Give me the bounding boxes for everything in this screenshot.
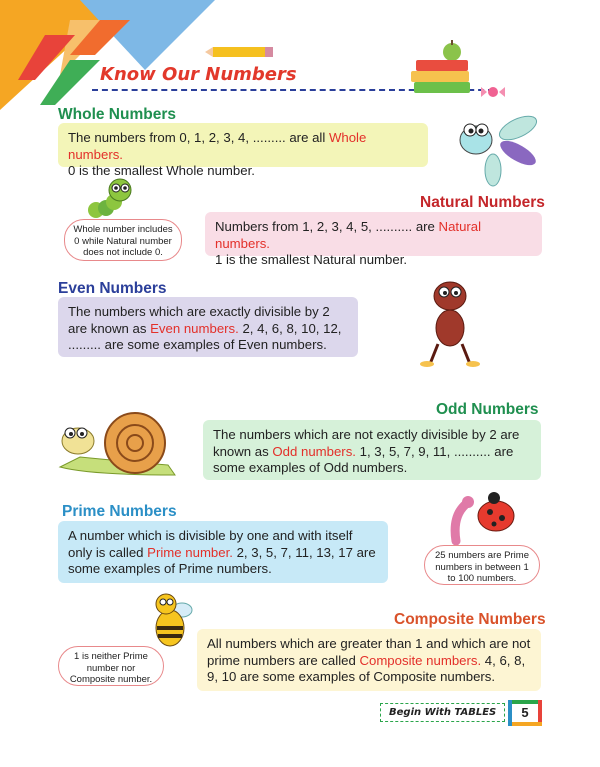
corner-decoration	[0, 0, 240, 120]
natural-numbers-heading: Natural Numbers	[420, 194, 545, 211]
one-note-bubble: 1 is neither Prime number nor Composite number.	[58, 646, 164, 686]
odd-text-pre: The numbers which are not exactly divisible by 2 are known as	[213, 427, 520, 459]
whole-text-pre: The numbers from 0, 1, 2, 3, 4, ......... are all	[68, 130, 329, 145]
even-text-pre: The numbers which are exactly divisible by 2 are known as	[68, 304, 330, 336]
prime-text-post: 2, 3, 5, 7, 11, 13, 17 are some examples of Prime numbers.	[68, 544, 376, 576]
snail-icon	[50, 405, 185, 485]
odd-text-post: 1, 3, 5, 7, 9, 11, .......... are some examples of Odd numbers.	[213, 443, 514, 475]
composite-text-post: 4, 6, 8, 9, 10 are some examples of Composite numbers.	[207, 652, 526, 684]
composite-numbers-box	[197, 629, 541, 691]
natural-text-pre: Numbers from 1, 2, 3, 4, 5, .......... are	[215, 219, 439, 234]
odd-numbers-heading: Odd Numbers	[436, 401, 539, 418]
composite-numbers-heading: Composite Numbers	[394, 611, 546, 628]
bee-icon	[146, 590, 196, 650]
prime-term: Prime number.	[147, 544, 233, 560]
whole-numbers-box	[58, 123, 428, 178]
dragonfly-icon	[448, 108, 543, 188]
even-term: Even numbers.	[150, 320, 239, 336]
candy-icon	[481, 86, 505, 98]
pencil-icon	[205, 46, 275, 58]
natural-term: Natural numbers.	[215, 219, 482, 251]
caterpillar-icon	[88, 176, 136, 220]
natural-numbers-box	[205, 212, 542, 267]
odd-numbers-box	[203, 420, 541, 480]
even-text-post: 2, 4, 6, 8, 10, 12, ......... are some examples of Even numbers.	[68, 320, 342, 352]
composite-term: Composite numbers.	[359, 652, 482, 668]
page-title: Know Our Numbers	[100, 64, 297, 85]
prime-note-bubble: 25 numbers are Prime numbers in between 1 to 100 numbers.	[424, 545, 540, 585]
natural-text-post: 1 is the smallest Natural number.	[215, 252, 408, 267]
page-number: 5	[521, 705, 529, 720]
whole-term: Whole numbers.	[68, 130, 367, 162]
whole-note-bubble: Whole number includes 0 while Natural number does not include 0.	[64, 219, 182, 261]
whole-numbers-heading: Whole Numbers	[58, 106, 176, 123]
ant-icon	[412, 276, 487, 371]
books-apple-icon	[408, 38, 478, 98]
composite-text-pre: All numbers which are greater than 1 and which are not prime numbers are called	[207, 636, 531, 668]
whole-text-post: 0 is the smallest Whole number.	[68, 163, 255, 178]
even-numbers-heading: Even Numbers	[58, 280, 167, 297]
book-title-label: Begin With TABLES	[380, 703, 505, 722]
prime-text-pre: A number which is divisible by one and with itself only is called	[68, 528, 353, 560]
prime-numbers-box	[58, 521, 388, 583]
odd-term: Odd numbers.	[272, 443, 356, 459]
ladybug-worm-icon	[448, 486, 518, 546]
even-numbers-box	[58, 297, 358, 357]
prime-numbers-heading: Prime Numbers	[62, 503, 177, 520]
